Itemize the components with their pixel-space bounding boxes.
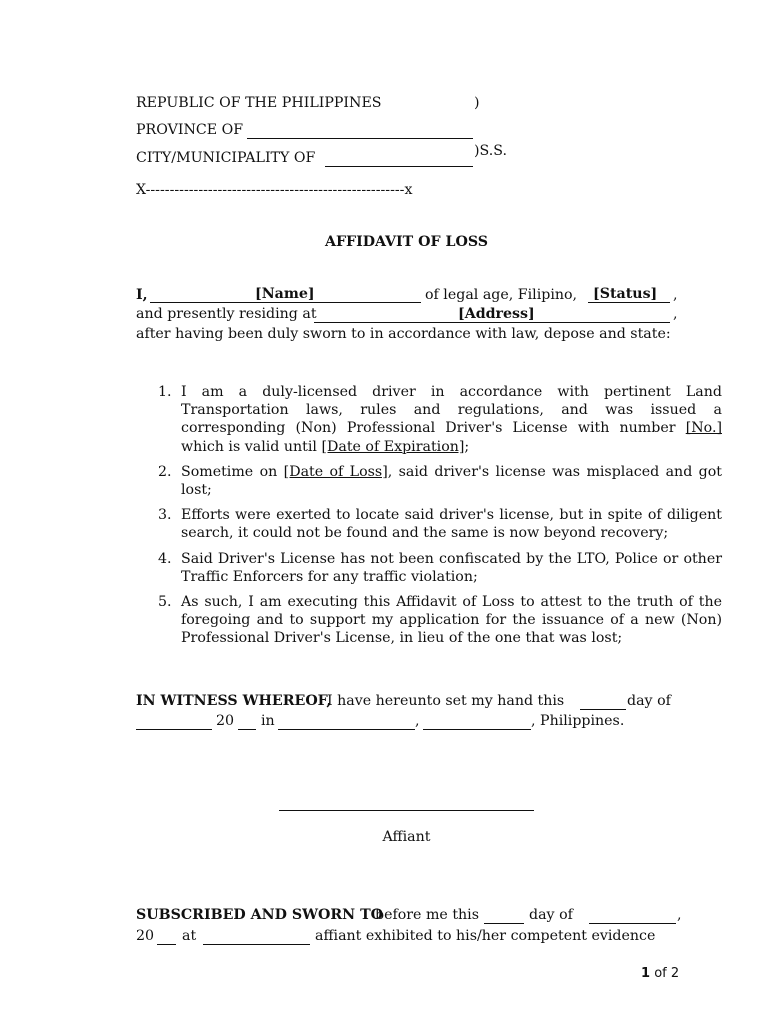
witness-comma: , [415,713,420,729]
caption-paren: ) [474,95,480,111]
witness-in: in [261,713,275,729]
list-item: 1. I am a duly-licensed driver in accordance with pertinent Land Transportation laws, rules and regulations, and was issued a corresponding (Non) Professional Driver's License with number [No.] which is valid until [Date of Expiration]; [158,384,722,455]
witness-month-blank[interactable] [136,729,212,730]
expiration-date-field: [Date of Expiration] [321,438,465,455]
witness-day-of: day of [627,693,671,709]
list-item: 3. Efforts were exerted to locate said driver's license, but in spite of diligent search, it could not be found and the same is now beyond recovery; [158,507,722,542]
date-of-loss-field: [Date of Loss] [283,463,388,480]
subscribed-year-blank[interactable] [157,944,176,945]
subscribed-day-blank[interactable] [484,923,524,924]
province-label: PROVINCE OF [136,122,244,138]
witness-year-blank[interactable] [238,729,256,730]
province-blank[interactable] [247,138,473,139]
affiant-label: Affiant [382,829,431,845]
item-number: 3. [158,507,172,524]
witness-heading: IN WITNESS WHEREOF, [136,693,332,709]
page-total: of 2 [654,966,680,981]
item-number: 5. [158,594,172,611]
list-item: 2. Sometime on [Date of Loss], said driver's license was misplaced and got lost; [158,463,722,499]
intro-i: I, [136,287,148,303]
address-placeholder: [Address] [458,306,535,322]
city-label: CITY/MUNICIPALITY OF [136,150,316,166]
witness-province-blank[interactable] [423,729,531,730]
license-number-field: [No.] [685,420,722,437]
subscribed-comma: , [677,907,682,923]
caption-separator: X------------------------------------------------------x [136,182,413,198]
list-item: 5. As such, I am executing this Affidavit of Loss to attest to the truth of the foregoing and to support my application for the issuance of a new (Non) Professional Driver's License, in lieu of the one that was lost; [158,594,722,647]
subscribed-place-blank[interactable] [203,944,310,945]
ss-label: )S.S. [474,143,507,159]
subscribed-heading: SUBSCRIBED AND SWORN TO [136,907,383,923]
witness-philippines: , Philippines. [531,713,625,729]
subscribed-evidence: affiant exhibited to his/her competent evidence [315,928,656,944]
status-placeholder: [Status] [593,286,658,302]
statements-list [136,383,722,655]
witness-city-blank[interactable] [278,729,415,730]
republic-label: REPUBLIC OF THE PHILIPPINES [136,95,382,111]
witness-twenty: 20 [216,713,235,729]
item-number: 1. [158,384,172,400]
city-blank[interactable] [325,166,473,167]
subscribed-at: at [182,928,197,944]
subscribed-day-of: day of [529,907,573,923]
subscribed-month-blank[interactable] [589,923,676,924]
document-title: AFFIDAVIT OF LOSS [324,234,489,250]
item-number: 2. [158,463,172,480]
sworn-paragraph: after having been duly sworn to in accordance with law, depose and state: [136,326,671,342]
address-comma: , [673,306,678,322]
current-page: 1 [641,966,651,981]
list-item: 4. Said Driver's License has not been confiscated by the LTO, Police or other Traffic Enforcers for any traffic violation; [158,550,722,585]
affiant-signature-line[interactable] [279,810,534,811]
legal-age-text: of legal age, Filipino, [425,287,578,303]
subscribed-text: before me this [375,907,479,923]
status-comma: , [673,287,678,303]
name-placeholder: [Name] [255,286,315,302]
subscribed-twenty: 20 [136,928,155,944]
witness-text: I have hereunto set my hand this [327,693,565,709]
page-number [641,966,679,981]
item-number: 4. [158,550,172,567]
witness-day-blank[interactable] [580,709,626,710]
residing-text: and presently residing at [136,306,317,322]
